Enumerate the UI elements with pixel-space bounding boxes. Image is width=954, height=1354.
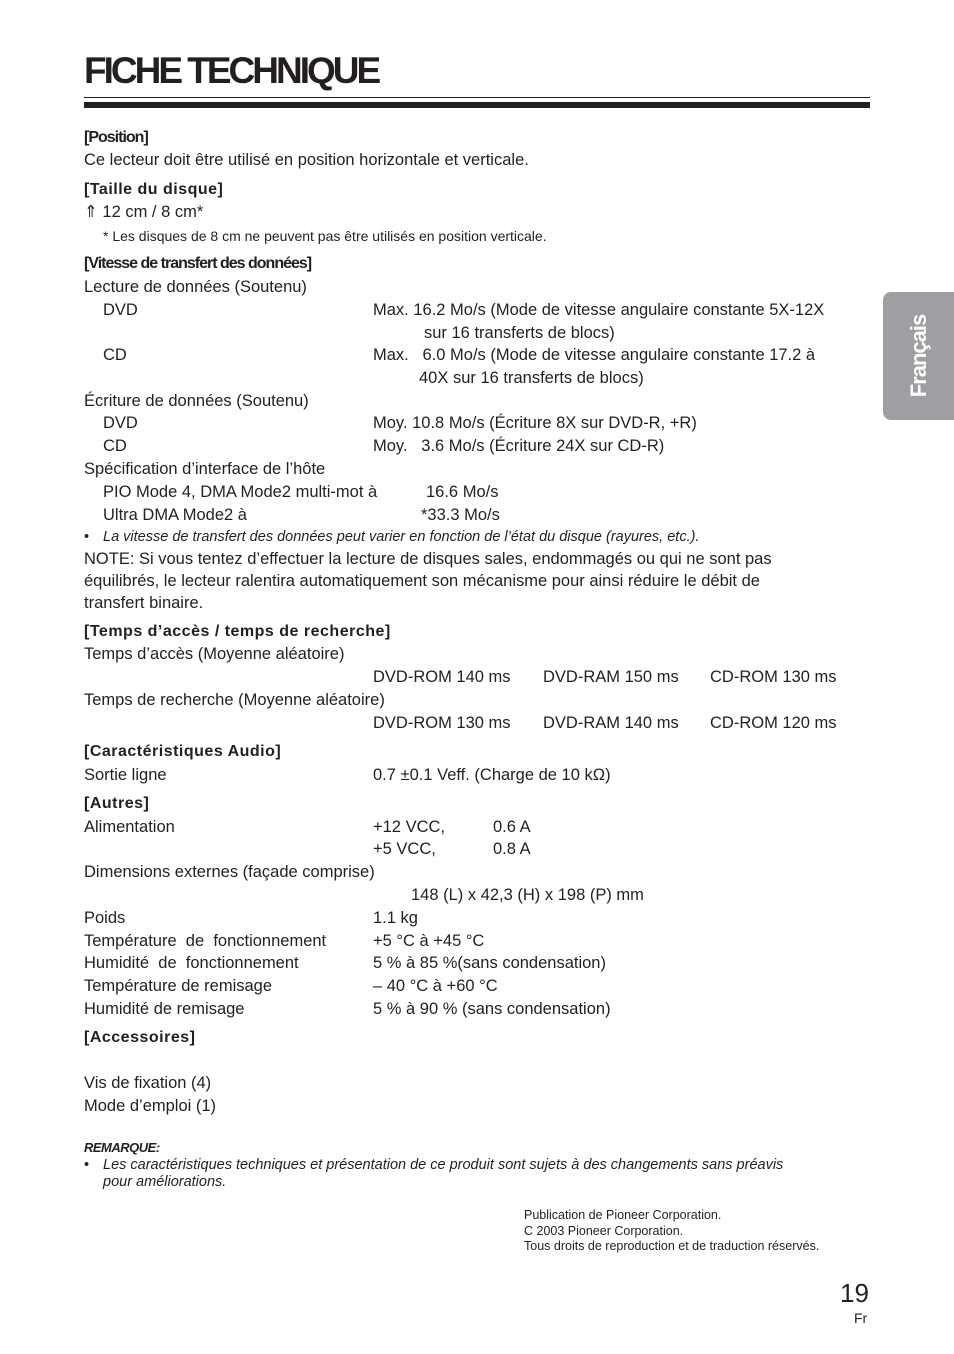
power-voltage-12: +12 VCC, — [373, 818, 445, 836]
remark-heading: REMARQUE: — [84, 1140, 160, 1155]
write-cd-label: CD — [103, 437, 127, 455]
pio-label: PIO Mode 4, DMA Mode2 multi-mot à — [103, 483, 378, 501]
read-label: Lecture de données (Soutenu) — [84, 278, 307, 296]
language-tab-label: Français — [905, 314, 931, 398]
operating-temp-label: Température de fonctionnement — [84, 932, 327, 950]
dimensions-value: 148 (L) x 42,3 (H) x 198 (P) mm — [411, 886, 644, 904]
note-line-2: équilibrés, le lecteur ralentira automatiquement son mécanisme pour ainsi réduire le débit de — [84, 572, 760, 590]
weight-value: 1.1 kg — [373, 909, 418, 927]
access-dvdrom: DVD-ROM 140 ms — [373, 668, 511, 686]
pio-value: 16.6 Mo/s — [426, 483, 499, 501]
weight-label: Poids — [84, 909, 126, 927]
read-dvd-label: DVD — [103, 301, 138, 319]
seek-dvdram: DVD-RAM 140 ms — [543, 714, 679, 732]
read-cd-value: Max. 6.0 Mo/s (Mode de vitesse angulaire constante 17.2 à — [373, 346, 816, 364]
storage-humidity-value: 5 % à 90 % (sans condensation) — [373, 1000, 611, 1018]
disc-size-note: * Les disques de 8 cm ne peuvent pas être utilisés en position verticale. — [103, 228, 547, 244]
host-label: Spécification d’interface de l’hôte — [84, 460, 326, 478]
title-rule-thick — [84, 102, 870, 108]
udma-value: *33.3 Mo/s — [421, 506, 500, 524]
transfer-heading: [Vitesse de transfert des données] — [84, 255, 312, 272]
write-dvd-label: DVD — [103, 414, 138, 432]
dimensions-label: Dimensions externes (façade comprise) — [84, 863, 375, 881]
note-line-1: NOTE: Si vous tentez d’effectuer la lecture de disques sales, endommagés ou qui ne sont pas — [84, 550, 772, 568]
seek-dvdrom: DVD-ROM 130 ms — [373, 714, 511, 732]
remark-line-2: pour améliorations. — [103, 1174, 227, 1190]
accessory-item: Mode d’emploi (1) — [84, 1097, 217, 1115]
storage-humidity-label: Humidité de remisage — [84, 1000, 245, 1018]
read-dvd-value-cont: sur 16 transferts de blocs) — [424, 324, 615, 342]
position-text: Ce lecteur doit être utilisé en position horizontale et verticale. — [84, 151, 529, 169]
remark-bullet: • — [84, 1157, 90, 1173]
accessory-item: Vis de fixation (4) — [84, 1074, 212, 1092]
position-heading: [Position] — [84, 129, 148, 146]
read-dvd-value: Max. 16.2 Mo/s (Mode de vitesse angulaire constante 5X-12X — [373, 301, 825, 319]
audio-heading: [Caractéristiques Audio] — [84, 743, 282, 760]
publication-line-2: C 2003 Pioneer Corporation. — [524, 1224, 684, 1238]
write-label: Écriture de données (Soutenu) — [84, 392, 309, 410]
seek-cdrom: CD-ROM 120 ms — [710, 714, 837, 732]
page-number: 19 — [840, 1278, 869, 1308]
access-label: Temps d’accès (Moyenne aléatoire) — [84, 645, 345, 663]
read-cd-value-cont: 40X sur 16 transferts de blocs) — [419, 369, 644, 387]
transfer-note-bullet: • — [84, 529, 90, 545]
remark-line-1: Les caractéristiques techniques et présentation de ce produit sont sujets à des changements sans préavis — [103, 1157, 784, 1173]
page-language: Fr — [854, 1310, 868, 1326]
access-cdrom: CD-ROM 130 ms — [710, 668, 837, 686]
line-out-value: 0.7 ±0.1 Veff. (Charge de 10 kΩ) — [373, 766, 611, 784]
operating-humidity-value: 5 % à 85 %(sans condensation) — [373, 954, 606, 972]
transfer-note: La vitesse de transfert des données peut varier en fonction de l’état du disque (rayures, etc.). — [103, 529, 700, 545]
power-current-12: 0.6 A — [493, 818, 531, 836]
access-dvdram: DVD-RAM 150 ms — [543, 668, 679, 686]
storage-temp-label: Température de remisage — [84, 977, 273, 995]
power-voltage-5: +5 VCC, — [373, 840, 436, 858]
power-current-5: 0.8 A — [493, 840, 531, 858]
disc-size-value: ⇑ 12 cm / 8 cm* — [84, 203, 204, 221]
write-dvd-value: Moy. 10.8 Mo/s (Écriture 8X sur DVD-R, +R) — [373, 414, 697, 432]
operating-temp-value: +5 °C à +45 °C — [373, 932, 485, 950]
read-cd-label: CD — [103, 346, 127, 364]
publication-line-1: Publication de Pioneer Corporation. — [524, 1208, 722, 1222]
other-heading: [Autres] — [84, 795, 150, 812]
udma-label: Ultra DMA Mode2 à — [103, 506, 247, 524]
disc-size-heading: [Taille du disque] — [84, 181, 224, 198]
language-tab — [883, 292, 954, 420]
page-title: FICHE TECHNIQUE — [84, 50, 379, 91]
note-line-3: transfert binaire. — [84, 594, 204, 612]
seek-label: Temps de recherche (Moyenne aléatoire) — [84, 691, 385, 709]
title-rule-thin — [84, 97, 870, 98]
accessories-heading: [Accessoires] — [84, 1029, 196, 1046]
write-cd-value: Moy. 3.6 Mo/s (Écriture 24X sur CD-R) — [373, 437, 665, 455]
operating-humidity-label: Humidité de fonctionnement — [84, 954, 299, 972]
power-label: Alimentation — [84, 818, 175, 836]
publication-line-3: Tous droits de reproduction et de traduction réservés. — [524, 1239, 820, 1253]
line-out-label: Sortie ligne — [84, 766, 167, 784]
access-heading: [Temps d’accès / temps de recherche] — [84, 623, 391, 640]
storage-temp-value: – 40 °C à +60 °C — [373, 977, 498, 995]
